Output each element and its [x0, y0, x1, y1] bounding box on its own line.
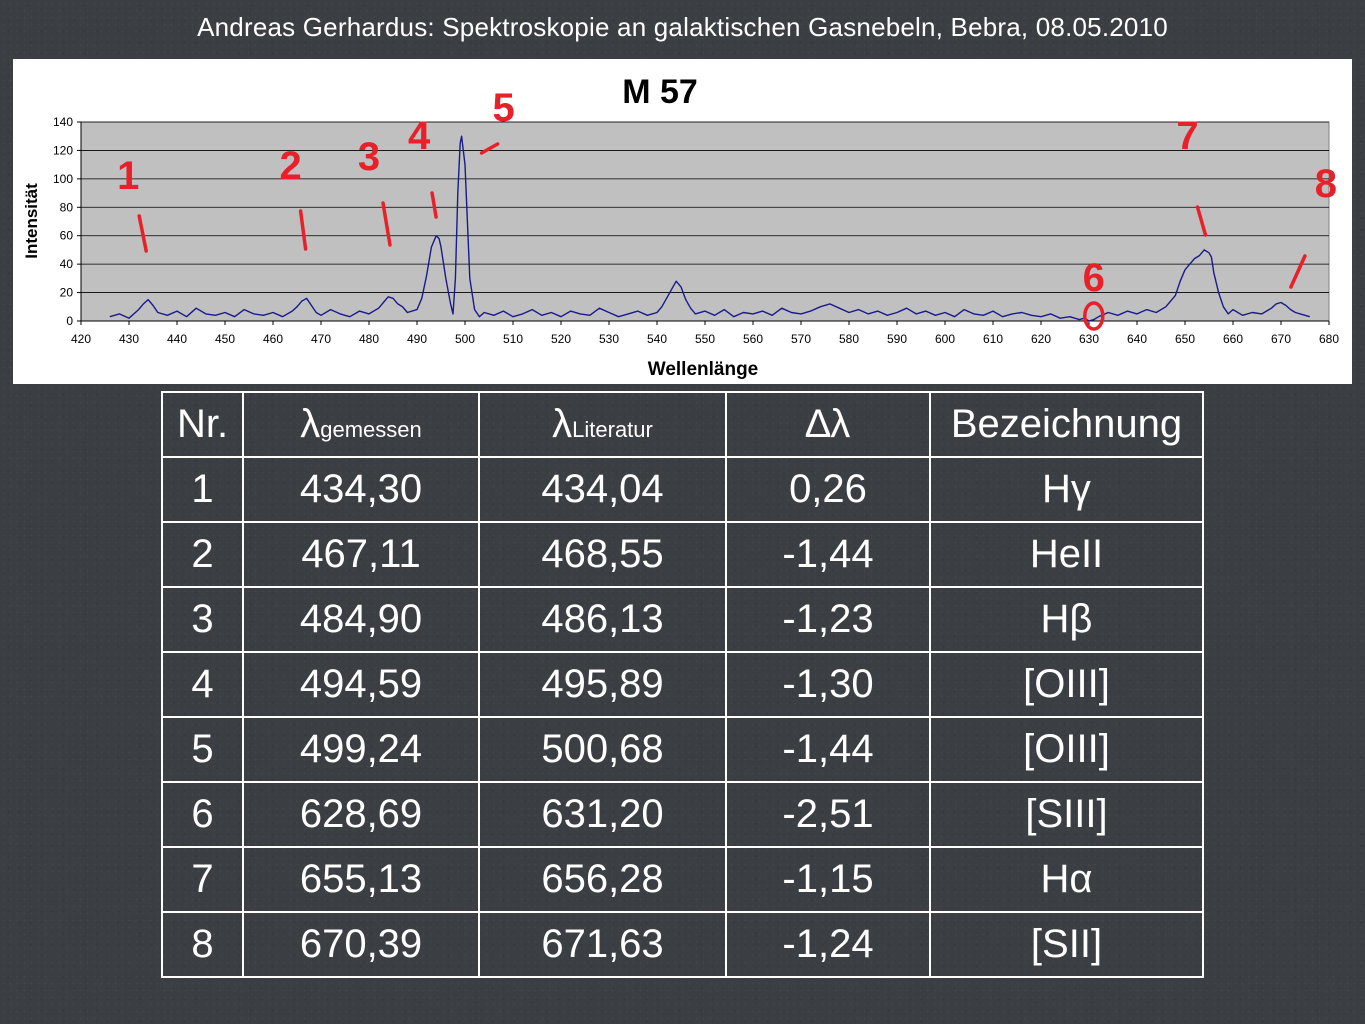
table-cell: 434,30 — [243, 457, 479, 522]
header-cell — [479, 392, 726, 457]
table-cell: -1,23 — [726, 587, 930, 652]
table-cell: 499,24 — [243, 717, 479, 782]
x-tick-label: 540 — [646, 332, 668, 346]
slide-header: Andreas Gerhardus: Spektroskopie an galaktischen Gasnebeln, Bebra, 08.05.2010 — [197, 12, 1168, 42]
table-cell: 468,55 — [479, 522, 726, 587]
table-cell: [OIII] — [930, 717, 1203, 782]
table-cell: 8 — [162, 912, 243, 977]
table-cell: 655,13 — [243, 847, 479, 912]
x-tick-label: 510 — [502, 332, 524, 346]
table-cell: 2 — [162, 522, 243, 587]
table-cell: Hβ — [930, 587, 1203, 652]
chart-title: M 57 — [622, 73, 698, 111]
table-cell: 631,20 — [479, 782, 726, 847]
annotation-label-7: 7 — [1176, 114, 1199, 158]
x-axis-label: Wellenlänge — [647, 359, 759, 380]
plot-area — [81, 122, 1329, 321]
header-cell — [930, 392, 1203, 457]
x-tick-label: 630 — [1078, 332, 1100, 346]
y-tick-label: 40 — [59, 257, 73, 272]
table-cell: -1,15 — [726, 847, 930, 912]
table-header-row — [162, 392, 1203, 457]
x-tick-label: 490 — [406, 332, 428, 346]
table-cell: 434,04 — [479, 457, 726, 522]
annotation-label-8: 8 — [1314, 162, 1338, 206]
annotation-label-1: 1 — [117, 154, 140, 198]
x-tick-label: 430 — [118, 332, 140, 346]
table-cell: 5 — [162, 717, 243, 782]
table-cell: -1,44 — [726, 522, 930, 587]
spectral-lines-table — [161, 391, 1204, 978]
x-tick-label: 660 — [1222, 332, 1244, 346]
header-subscript-text: gemessen — [320, 417, 422, 442]
table-cell: 656,28 — [479, 847, 726, 912]
table-cell: 495,89 — [479, 652, 726, 717]
header-subscript-text: Literatur — [572, 417, 653, 442]
header-cell — [726, 392, 930, 457]
x-tick-label: 470 — [310, 332, 332, 346]
table-cell: 0,26 — [726, 457, 930, 522]
header-main-text: λ — [552, 402, 573, 446]
x-tick-label: 420 — [70, 332, 92, 346]
table-cell: 670,39 — [243, 912, 479, 977]
annotation-label-4: 4 — [407, 114, 431, 158]
table-cell: 500,68 — [479, 717, 726, 782]
x-tick-label: 440 — [166, 332, 188, 346]
table-cell: 494,59 — [243, 652, 479, 717]
table-cell: [SIII] — [930, 782, 1203, 847]
line-table-wrapper — [161, 391, 1204, 978]
table-row — [162, 457, 1203, 522]
table-cell: 1 — [162, 457, 243, 522]
table-cell: 467,11 — [243, 522, 479, 587]
annotation-label-2: 2 — [279, 144, 302, 188]
header-main-text: Nr. — [176, 402, 229, 446]
x-tick-label: 480 — [358, 332, 380, 346]
y-tick-label: 120 — [52, 143, 73, 158]
table-cell: [SII] — [930, 912, 1203, 977]
y-tick-label: 60 — [59, 228, 73, 243]
annotation-label-6: 6 — [1082, 256, 1105, 300]
table-row — [162, 717, 1203, 782]
spectrum-chart-panel — [13, 59, 1352, 384]
x-tick-label: 550 — [694, 332, 716, 346]
table-cell: 7 — [162, 847, 243, 912]
table-cell: -2,51 — [726, 782, 930, 847]
x-tick-label: 530 — [598, 332, 620, 346]
y-tick-label: 20 — [59, 285, 73, 300]
table-cell: Hα — [930, 847, 1203, 912]
x-tick-label: 640 — [1126, 332, 1148, 346]
table-cell: 3 — [162, 587, 243, 652]
y-axis-label: Intensität — [22, 183, 41, 259]
y-tick-label: 80 — [59, 200, 73, 215]
table-cell: 671,63 — [479, 912, 726, 977]
table-cell: 4 — [162, 652, 243, 717]
x-tick-label: 610 — [982, 332, 1004, 346]
table-cell: 486,13 — [479, 587, 726, 652]
y-tick-label: 0 — [66, 314, 73, 328]
table-cell: -1,24 — [726, 912, 930, 977]
y-tick-label: 140 — [52, 115, 73, 129]
y-tick-label: 100 — [52, 171, 73, 186]
table-cell: 628,69 — [243, 782, 479, 847]
header-cell — [162, 392, 243, 457]
header-main-text: ∆λ — [805, 402, 851, 446]
x-tick-label: 600 — [934, 332, 956, 346]
table-cell: 484,90 — [243, 587, 479, 652]
table-body — [162, 457, 1203, 977]
x-tick-label: 590 — [886, 332, 908, 346]
x-tick-label: 670 — [1270, 332, 1292, 346]
spectrum-chart — [13, 59, 1352, 384]
x-tick-label: 620 — [1030, 332, 1052, 346]
table-row — [162, 587, 1203, 652]
table-cell: [OIII] — [930, 652, 1203, 717]
x-tick-label: 460 — [262, 332, 284, 346]
table-cell: -1,44 — [726, 717, 930, 782]
table-cell: 6 — [162, 782, 243, 847]
x-tick-label: 560 — [742, 332, 764, 346]
x-tick-label: 500 — [454, 332, 476, 346]
header-main-text: λ — [300, 402, 321, 446]
table-row — [162, 912, 1203, 977]
x-tick-label: 520 — [550, 332, 572, 346]
x-tick-label: 450 — [214, 332, 236, 346]
table-cell: HeII — [930, 522, 1203, 587]
header-cell — [243, 392, 479, 457]
table-cell: -1,30 — [726, 652, 930, 717]
x-tick-label: 650 — [1174, 332, 1196, 346]
annotation-label-3: 3 — [357, 135, 381, 179]
table-cell: Hγ — [930, 457, 1203, 522]
x-tick-label: 580 — [838, 332, 860, 346]
x-tick-label: 680 — [1318, 332, 1340, 346]
table-row — [162, 847, 1203, 912]
x-tick-label: 570 — [790, 332, 812, 346]
table-row — [162, 522, 1203, 587]
table-row — [162, 782, 1203, 847]
annotation-label-5: 5 — [492, 86, 515, 130]
table-row — [162, 652, 1203, 717]
header-main-text: Bezeichnung — [950, 402, 1183, 446]
